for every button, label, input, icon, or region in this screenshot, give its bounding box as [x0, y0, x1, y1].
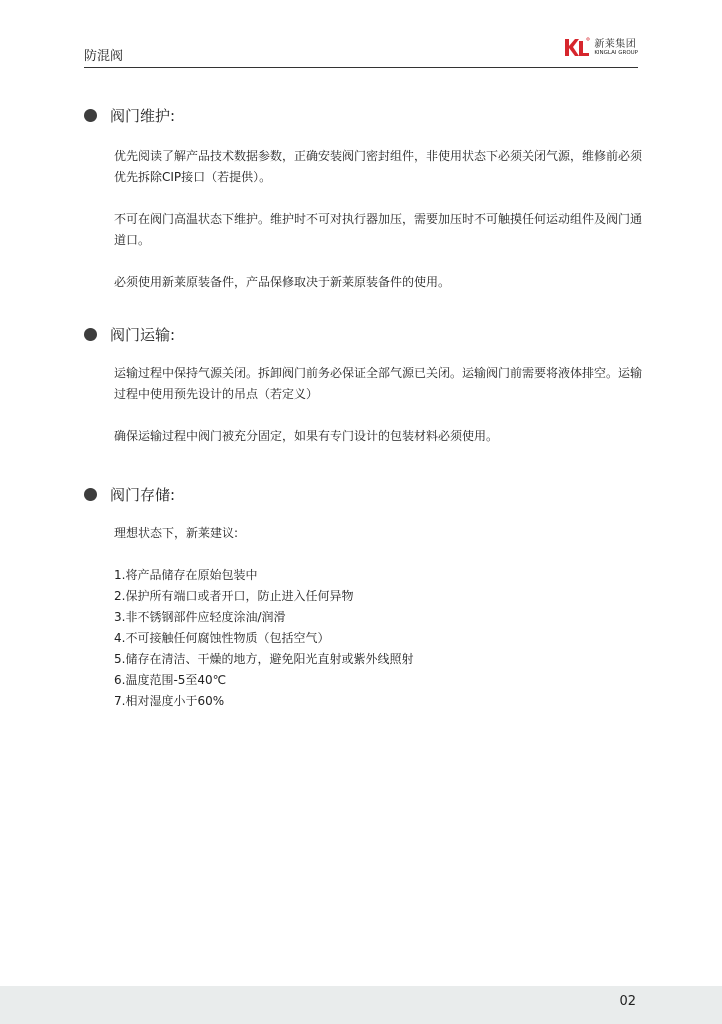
paragraph: 必须使用新莱原装备件，产品保修取决于新莱原装备件的使用。: [114, 275, 451, 289]
bullet-dot-icon: [84, 328, 97, 341]
paragraph: 不可在阀门高温状态下维护。维护时不可对执行器加压，需要加压时不可触摸任何运动组件及阀门通道口。: [114, 212, 643, 247]
document-title: 防混阀: [84, 49, 124, 64]
list-item: 1.将产品储存在原始包装中: [114, 568, 258, 582]
paragraph: 确保运输过程中阀门被充分固定，如果有专门设计的包装材料必须使用。: [114, 429, 499, 443]
section-title: 阀门运输:: [110, 325, 176, 344]
list-item: 2.保护所有端口或者开口，防止进入任何异物: [114, 589, 354, 603]
section-storage: [84, 483, 644, 712]
list-item: 4.不可接触任何腐蚀性物质（包括空气）: [114, 631, 330, 645]
list-item: 3.非不锈钢部件应轻度涂油/润滑: [114, 610, 286, 624]
storage-list: [84, 565, 644, 712]
company-logo: [563, 34, 638, 62]
bullet-dot-icon: [84, 488, 97, 501]
logo-name-cn: 新莱集团: [594, 38, 637, 50]
logo-name-en: KINGLAI GROUP: [594, 49, 638, 56]
section-maintenance: [84, 104, 644, 293]
page-header: [84, 38, 638, 68]
kinglai-logo-icon: [563, 36, 591, 60]
paragraph: 理想状态下，新莱建议:: [114, 526, 239, 540]
paragraph: 优先阅读了解产品技术数据参数，正确安装阀门密封组件，非使用状态下必须关闭气源，维修前必须优先拆除CIP接口（若提供）。: [114, 149, 643, 184]
list-item: 6.温度范围-5至40℃: [114, 673, 227, 687]
paragraph: 运输过程中保持气源关闭。拆卸阀门前务必保证全部气源已关闭。运输阀门前需要将液体排空。运输过程中使用预先设计的吊点（若定义）: [114, 366, 643, 401]
section-title: 阀门维护:: [110, 106, 176, 125]
bullet-dot-icon: [84, 109, 97, 122]
list-item: 5.储存在清洁、干燥的地方，避免阳光直射或紫外线照射: [114, 652, 414, 666]
section-transport: [84, 323, 644, 447]
page-footer: [0, 986, 722, 1024]
page-number: 02: [619, 994, 636, 1009]
list-item: 7.相对湿度小于60%: [114, 694, 225, 708]
section-title: 阀门存储:: [110, 485, 176, 504]
